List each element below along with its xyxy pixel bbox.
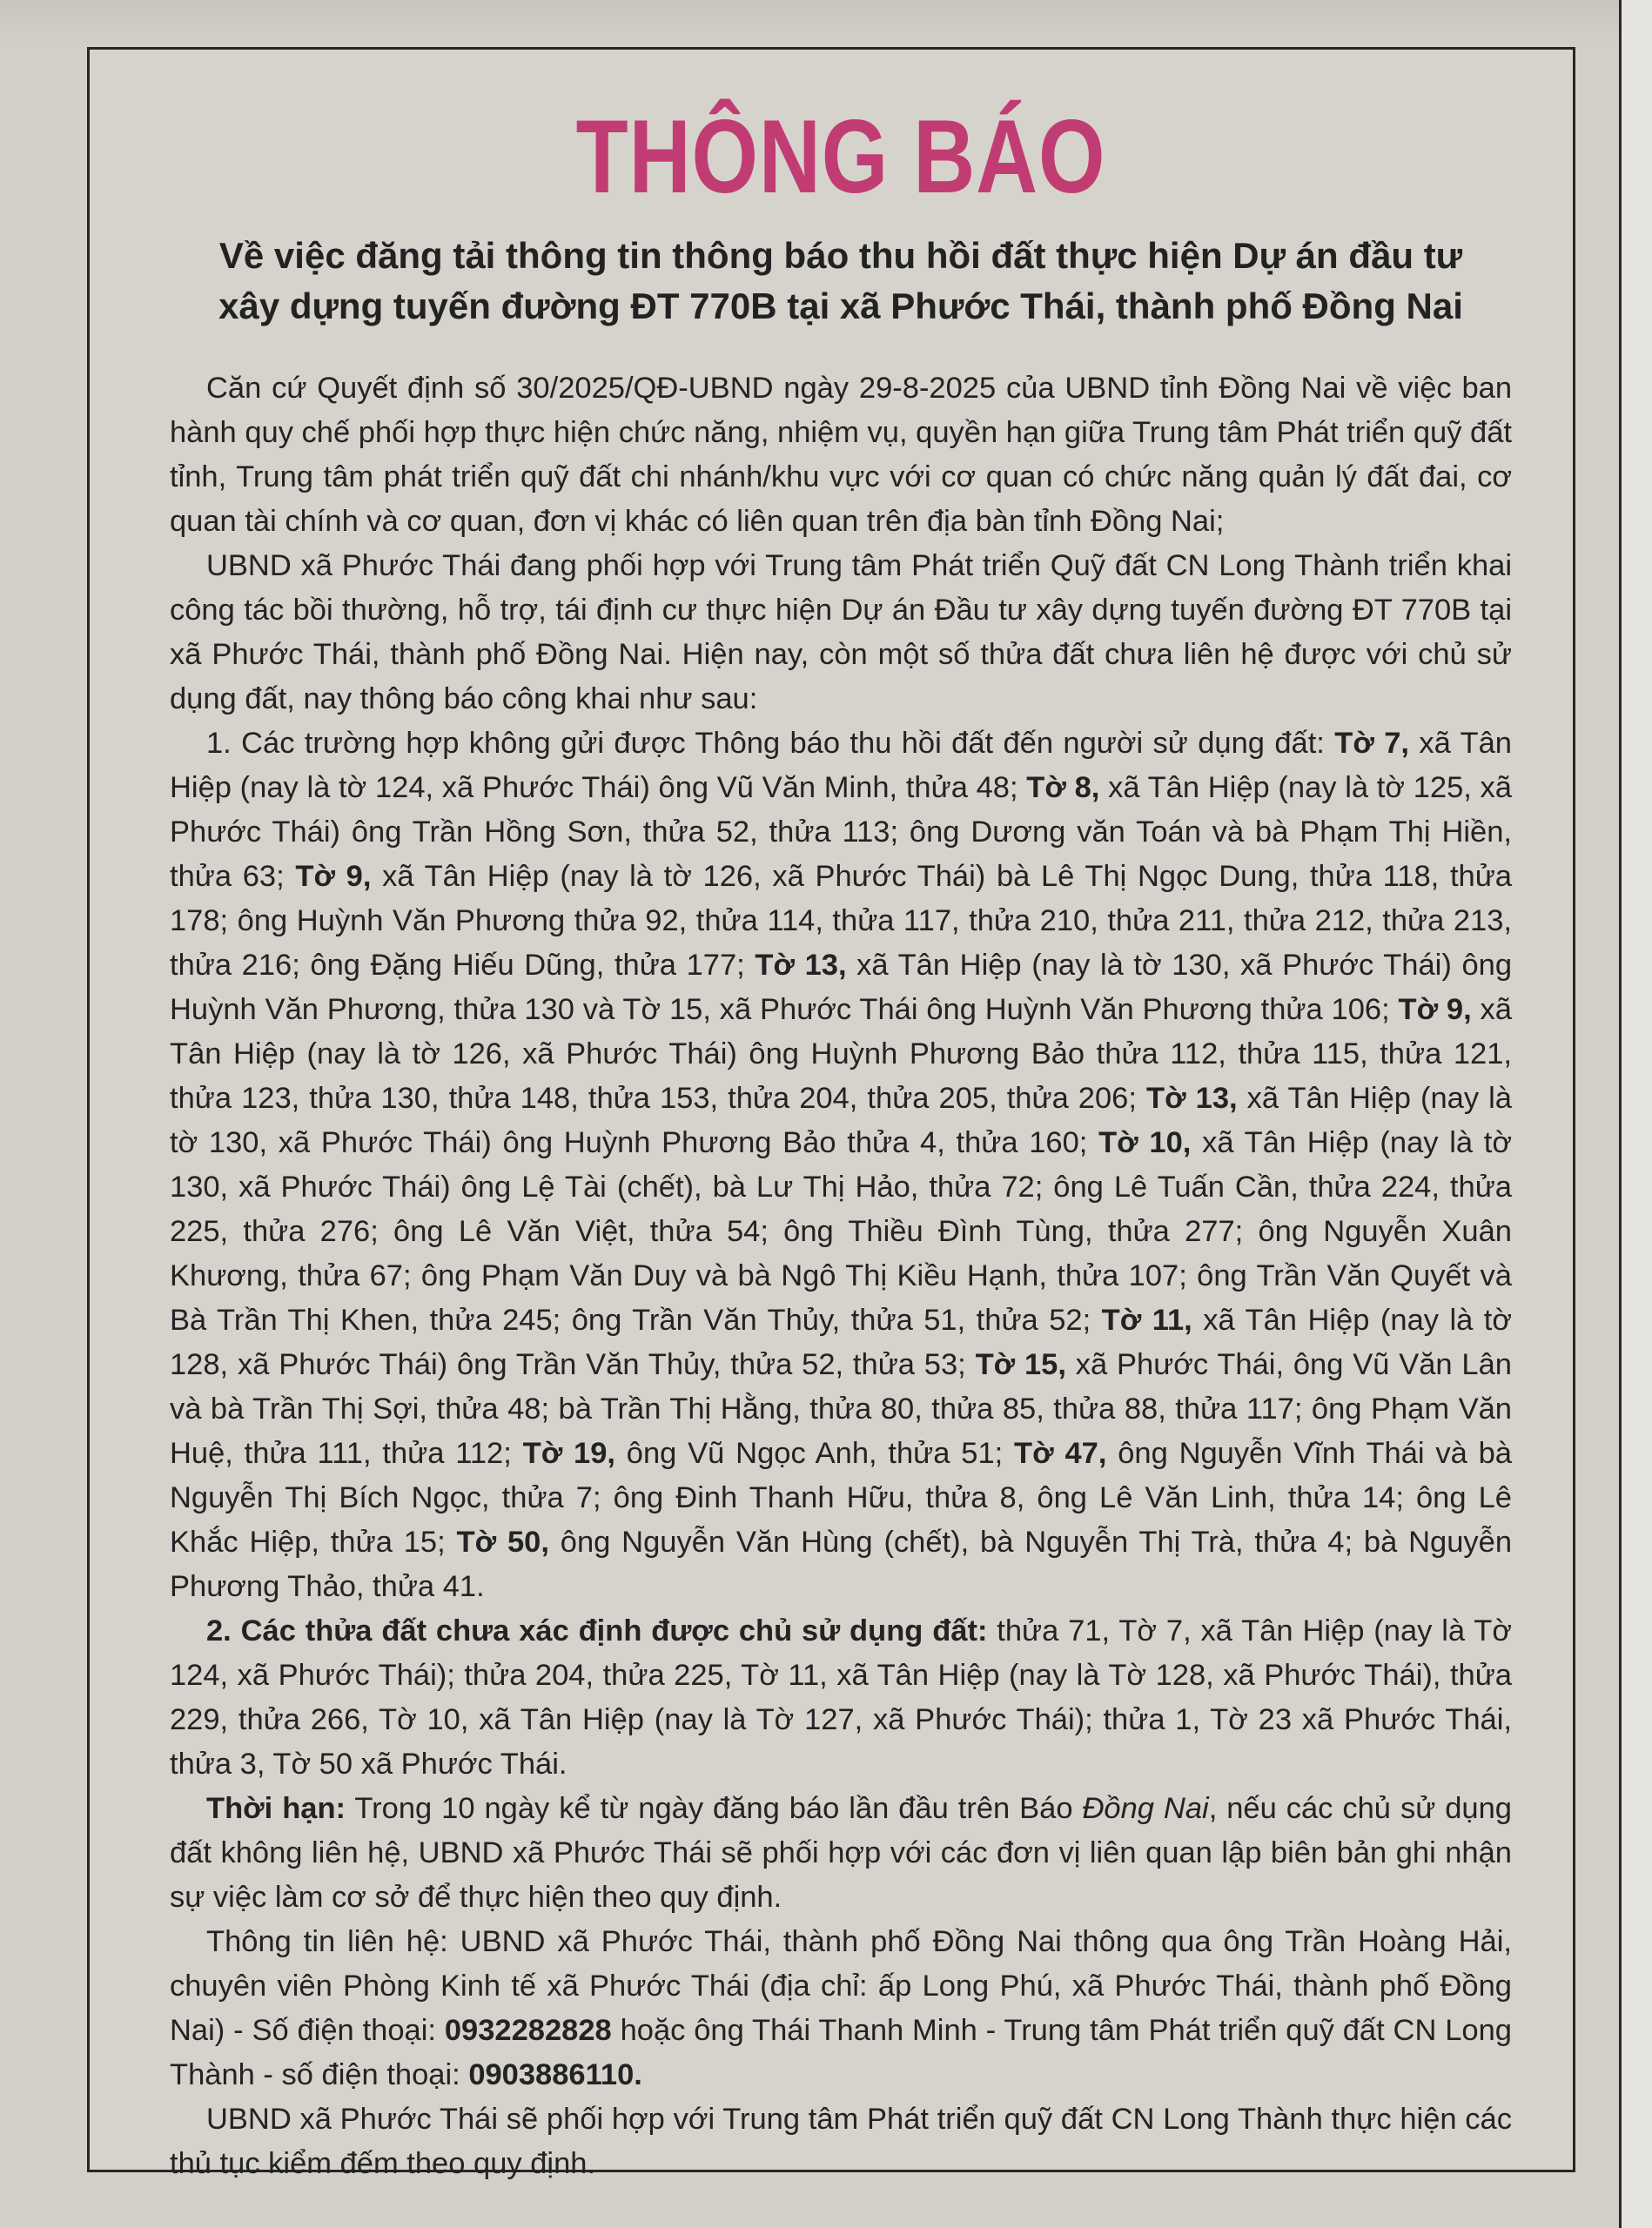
text-run: ông Vũ Ngọc Anh, thửa 51; [615,1437,1015,1470]
text-run: xã Tân Hiệp (nay là tờ 128, xã Phước Thái) ông Trần Văn Thủy, thửa 52, thửa 53; [170,1304,1513,1381]
notice-box [87,47,1575,2180]
bold-text: Tờ 7, [1334,727,1409,760]
text-run: xã Tân Hiệp (nay là tờ 130, xã Phước Thái) ông Huỳnh Văn Phương, thửa 130 và Tờ 15, xã Phước Thái ông Huỳnh Văn Phương thửa 106; [170,949,1513,1026]
bold-text: Tờ 19, [522,1437,615,1470]
bold-text: Tờ 13, [755,949,847,982]
italic-text: Đồng Nai [1082,1792,1209,1825]
bold-text: Tờ 15, [975,1348,1066,1381]
paragraph-deadline [170,1787,1512,1920]
adjacent-column-edge [1619,0,1652,2228]
paragraph-section-2 [170,1609,1512,1787]
bold-text: Tờ 10, [1098,1126,1192,1159]
text-run: hoặc ông Thái Thanh Minh - Trung tâm Phát triển quỹ đất CN Long Thành - số điện thoại: [170,2014,1512,2091]
bold-text: Tờ 13, [1146,1082,1238,1115]
subtitle-line-2: xây dựng tuyến đường ĐT 770B tại xã Phước Thái, thành phố Đồng Nai [218,285,1463,326]
bold-text: Tờ 11, [1101,1304,1192,1337]
text-run: xã Tân Hiệp (nay là tờ 130, xã Phước Thái) ông Huỳnh Phương Bảo thửa 4, thửa 160; [170,1082,1512,1159]
notice-subtitle [170,231,1512,332]
text-run: 1. Các trường hợp không gửi được Thông báo thu hồi đất đến người sử dụng đất: [206,727,1335,760]
paragraph-closing: UBND xã Phước Thái sẽ phối hợp với Trung tâm Phát triển quỹ đất CN Long Thành thực hiện các thủ tục kiểm đếm theo quy định. [170,2103,1512,2180]
bold-text: Tờ 50, [456,1526,549,1559]
text-run: , nếu các chủ sử dụng đất không liên hệ, UBND xã Phước Thái sẽ phối hợp với các đơn vị liên quan lập biên bản ghi nhận sự việc làm cơ sở để thực hiện theo quy định. [170,1792,1512,1914]
text-run: xã Tân Hiệp (nay là tờ 124, xã Phước Thái) ông Vũ Văn Minh, thửa 48; [170,727,1512,804]
bold-text: Tờ 9, [295,860,372,893]
text-run: Trong 10 ngày kể từ ngày đăng báo lần đầu trên Báo [346,1792,1083,1825]
bold-text: Thời hạn: [206,1792,346,1825]
text-run: xã Tân Hiệp (nay là tờ 130, xã Phước Thái) ông Lệ Tài (chết), bà Lư Thị Hảo, thửa 72; ông Lê Tuấn Cần, thửa 224, thửa 225, thửa 276; ông Lê Văn Việt, thửa 54; ông Thiều Đình Tùng, thửa 277; ông Nguyễn Xuân Khương, thửa 67; ông Phạm Văn Duy và bà Ngô Thị Kiều Hạnh, thửa 107; ông Trần Văn Quyết và Bà Trần Thị Khen, thửa 245; ông Trần Văn Thủy, thửa 51, thửa 52; [170,1126,1513,1337]
bold-text: 0932282828 [444,2014,612,2047]
paragraph-intro: UBND xã Phước Thái đang phối hợp với Trung tâm Phát triển Quỹ đất CN Long Thành triển khai công tác bồi thường, hỗ trợ, tái định cư thực hiện Dự án Đầu tư xây dựng tuyến đường ĐT 770B tại xã Phước Thái, thành phố Đồng Nai. Hiện nay, còn một số thửa đất chưa liên hệ được với chủ sử dụng đất, nay thông báo công khai như sau: [170,549,1512,715]
text-run: Thông tin liên hệ: UBND xã Phước Thái, thành phố Đồng Nai thông qua ông Trần Hoàng Hải, chuyên viên Phòng Kinh tế xã Phước Thái (địa chỉ: ấp Long Phú, xã Phước Thái, thành phố Đồng Nai) - Số điện thoại: [170,1925,1512,2047]
page-top-edge [0,0,1652,52]
notice-body [170,366,1512,2186]
text-run: xã Phước Thái, ông Vũ Văn Lân và bà Trần Thị Sợi, thửa 48; bà Trần Thị Hằng, thửa 80, thửa 85, thửa 88, thửa 117; ông Phạm Văn Huệ, thửa 111, thửa 112; [170,1348,1512,1470]
bold-text: Tờ 8, [1026,771,1100,804]
paragraph-legal-basis: Căn cứ Quyết định số 30/2025/QĐ-UBND ngày 29-8-2025 của UBND tỉnh Đồng Nai về việc ban hành quy chế phối hợp thực hiện chức năng, nhiệm vụ, quyền hạn giữa Trung tâm Phát triển quỹ đất tỉnh, Trung tâm phát triển quỹ đất chi nhánh/khu vực với cơ quan có chức năng quản lý đất đai, cơ quan tài chính và cơ quan, đơn vị khác có liên quan trên địa bàn tỉnh Đồng Nai; [170,372,1512,538]
subtitle-line-1: Về việc đăng tải thông tin thông báo thu hồi đất thực hiện Dự án đầu tư [218,235,1463,276]
notice-title: THÔNG BÁO [575,98,1106,215]
text-run: thửa 71, Tờ 7, xã Tân Hiệp (nay là Tờ 124, xã Phước Thái); thửa 204, thửa 225, Tờ 11, xã Tân Hiệp (nay là Tờ 128, xã Phước Thái), thửa 229, thửa 266, Tờ 10, xã Tân Hiệp (nay là Tờ 127, xã Phước Thái); thửa 1, Tờ 23 xã Phước Thái, thửa 3, Tờ 50 xã Phước Thái. [170,1614,1512,1781]
text-run: xã Tân Hiệp (nay là tờ 125, xã Phước Thái) ông Trần Hồng Sơn, thửa 52, thửa 113; ông Dương văn Toán và bà Phạm Thị Hiền, thửa 63; [170,771,1512,893]
text-run: xã Tân Hiệp (nay là tờ 126, xã Phước Thái) ông Huỳnh Phương Bảo thửa 112, thửa 115, thửa 121, thửa 123, thửa 130, thửa 148, thửa 153, thửa 204, thửa 205, thửa 206; [170,993,1512,1115]
paragraph-section-1 [170,721,1512,1609]
bold-text: 0903886110. [468,2058,642,2091]
paragraph-contact [170,1920,1512,2097]
bold-text: 2. Các thửa đất chưa xác định được chủ sử dụng đất: [206,1614,988,1648]
bold-text: Tờ 9, [1398,993,1472,1026]
bold-text: Tờ 47, [1014,1437,1107,1470]
text-run: ông Nguyễn Vĩnh Thái và bà Nguyễn Thị Bích Ngọc, thửa 7; ông Đinh Thanh Hữu, thửa 8, ông Lê Văn Linh, thửa 14; ông Lê Khắc Hiệp, thửa 15; [170,1437,1512,1559]
text-run: xã Tân Hiệp (nay là tờ 126, xã Phước Thái) bà Lê Thị Ngọc Dung, thửa 118, thửa 178; ông Huỳnh Văn Phương thửa 92, thửa 114, thửa 117, thửa 210, thửa 211, thửa 212, thửa 213, thửa 216; ông Đặng Hiếu Dũng, thửa 177; [170,860,1512,982]
text-run: ông Nguyễn Văn Hùng (chết), bà Nguyễn Thị Trà, thửa 4; bà Nguyễn Phương Thảo, thửa 41. [170,1526,1513,1603]
